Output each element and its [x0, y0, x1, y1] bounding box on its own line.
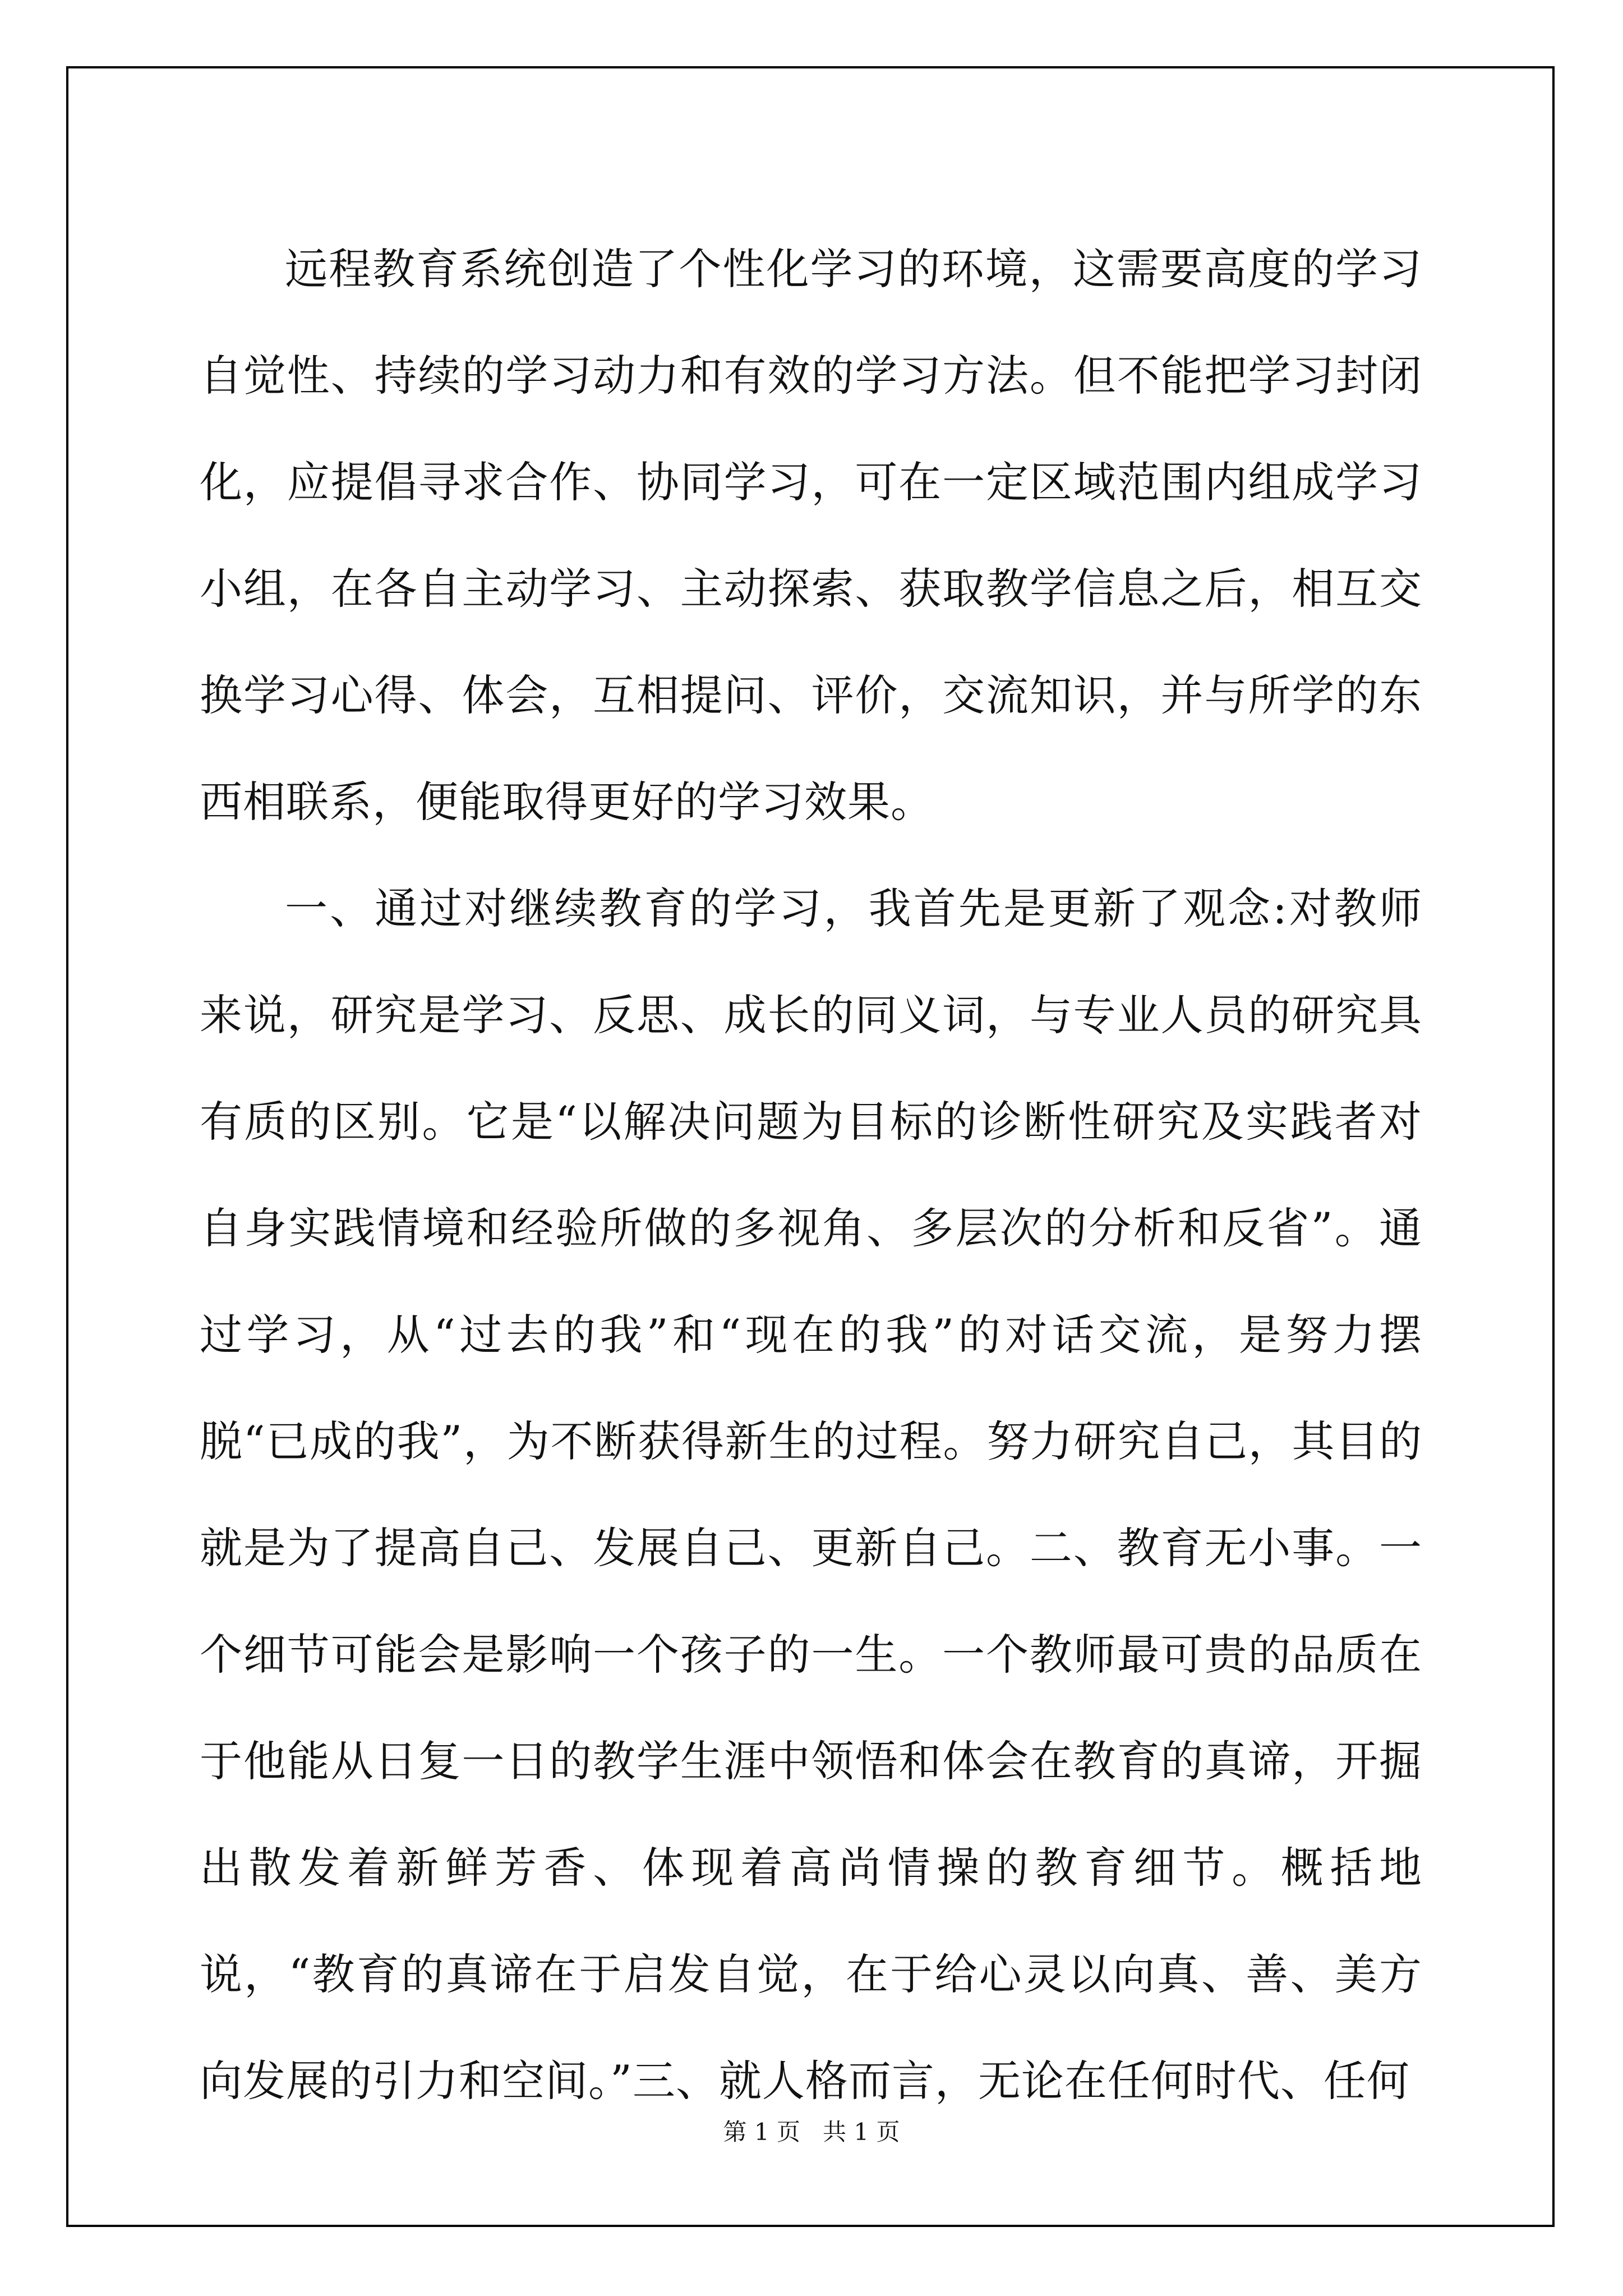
document-body	[200, 216, 1422, 2134]
paragraph-2: 一、通过对继续教育的学习，我首先是更新了观念:对教师来说，研究是学习、反思、成长的同义词，与专业人员的研究具有质的区别。它是“以解决问题为目标的诊断性研究及实践者对自身实践情境和经验所做的多视角、多层次的分析和反省”。通过学习，从“过去的我”和“现在的我”的对话交流，是努力摆脱“已成的我”，为不断获得新生的过程。努力研究自己，其目的就是为了提高自己、发展自己、更新自己。二、教育无小事。一个细节可能会是影响一个孩子的一生。一个教师最可贵的品质在于他能从日复一日的教学生涯中领悟和体会在教育的真谛，开掘出散发着新鲜芳香、体现着高尚情操的教育细节。概括地说，“教育的真谛在于启发自觉，在于给心灵以向真、善、美方向发展的引力和空间。”三、就人格而言，无论在任何时代、任何	[200, 884, 1422, 2106]
paragraph-1: 远程教育系统创造了个性化学习的环境，这需要高度的学习自觉性、持续的学习动力和有效的学习方法。但不能把学习封闭化，应提倡寻求合作、协同学习，可在一定区域范围内组成学习小组，在各自主动学习、主动探索、获取教学信息之后，相互交换学习心得、体会，互相提问、评价，交流知识，并与所学的东西相联系，便能取得更好的学习效果。	[200, 244, 1422, 827]
page-number-footer: 第 1 页 共 1 页	[723, 2118, 900, 2146]
